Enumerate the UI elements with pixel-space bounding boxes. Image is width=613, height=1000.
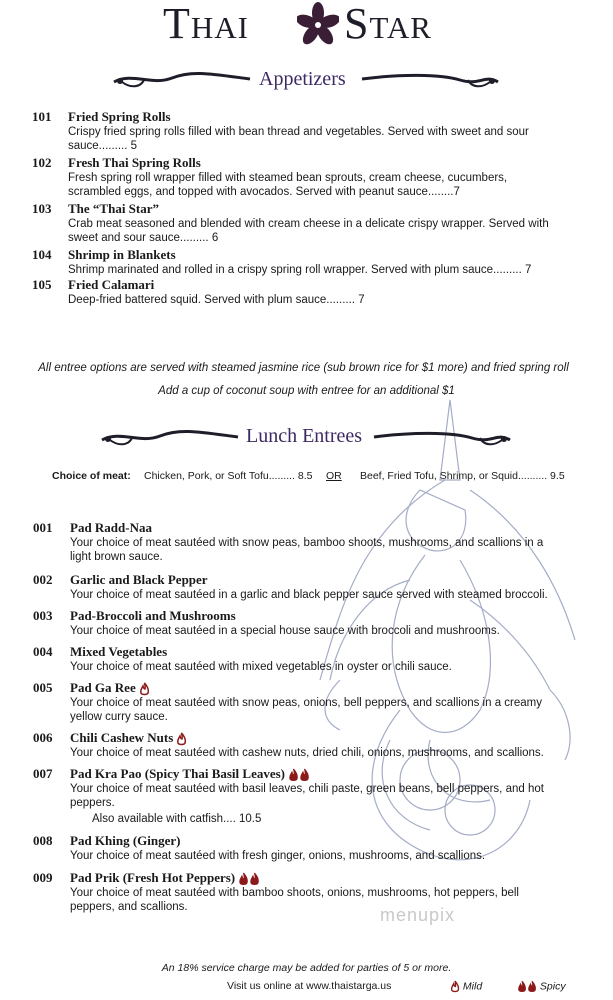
item-name: The “Thai Star” bbox=[68, 201, 160, 216]
item-name bbox=[70, 681, 150, 696]
item-number: 009 bbox=[33, 870, 53, 885]
left-scroll-ornament bbox=[100, 426, 240, 448]
spicy-label: Spicy bbox=[539, 980, 566, 993]
item-description: Your choice of meat sautéed with cashew nuts, dried chili, onions, mushrooms, and scallions. bbox=[70, 747, 544, 759]
item-extra: Also available with catfish.... 10.5 bbox=[92, 813, 262, 825]
appetizers-heading bbox=[0, 62, 613, 102]
item-number: 102 bbox=[32, 155, 52, 170]
flame-icon bbox=[238, 872, 249, 886]
lunch-entrees-title: Lunch Entrees bbox=[246, 425, 363, 447]
item-description: Your choice of meat sautéed with fresh ginger, onions, mushrooms, and scallions. bbox=[70, 850, 486, 862]
left-scroll-ornament bbox=[112, 68, 252, 90]
brand-word-star: Star bbox=[344, 0, 432, 48]
item-number: 103 bbox=[32, 201, 52, 216]
item-description: Your choice of meat sautéed in a special house sauce with broccoli and mushrooms. bbox=[70, 625, 500, 637]
item-name: Pad Khing (Ginger) bbox=[70, 833, 181, 848]
right-scroll-ornament bbox=[372, 426, 512, 448]
flame-icon bbox=[139, 682, 150, 696]
flame-icon bbox=[450, 980, 460, 993]
item-name: Mixed Vegetables bbox=[70, 644, 168, 659]
lunch-entrees-heading bbox=[0, 418, 613, 458]
item-description: Your choice of meat sautéed with mixed vegetables in oyster or chili sauce. bbox=[70, 661, 452, 673]
meat-choice-a: Chicken, Pork, or Soft Tofu......... 8.5 bbox=[144, 470, 313, 482]
item-number: 002 bbox=[33, 572, 53, 587]
item-number: 001 bbox=[33, 520, 53, 535]
footer bbox=[0, 980, 613, 998]
item-description: Deep-fried battered squid. Served with plum sauce......... 7 bbox=[68, 294, 365, 306]
item-number: 104 bbox=[32, 247, 52, 262]
meat-choice-or: OR bbox=[326, 470, 342, 482]
flame-icon bbox=[299, 768, 310, 782]
item-name-text: Chili Cashew Nuts bbox=[70, 730, 174, 745]
flame-icon bbox=[527, 980, 537, 993]
item-description: Your choice of meat sautéed with bamboo shoots, onions, mushrooms, hot peppers, bell peppers, and scallions. bbox=[70, 887, 519, 913]
website-link[interactable]: Visit us online at www.thaistarga.us bbox=[227, 980, 392, 992]
flame-icon bbox=[176, 732, 187, 746]
flame-icon bbox=[517, 980, 527, 993]
brand-word-thai: Thai bbox=[163, 0, 249, 48]
flame-icon bbox=[249, 872, 260, 886]
item-description: Fresh spring roll wrapper filled with steamed bean sprouts, cream cheese, cucumbers, scrambled eggs, and topped with avocados. Served with peanut sauce........7 bbox=[68, 172, 508, 198]
meat-choice-b: Beef, Fried Tofu, Shrimp, or Squid.......... 9.5 bbox=[360, 470, 565, 482]
item-number: 105 bbox=[32, 277, 52, 292]
item-number: 004 bbox=[33, 644, 53, 659]
soup-note: Add a cup of coconut soup with entree for an additional $1 bbox=[158, 385, 455, 397]
star-flower-icon bbox=[297, 2, 339, 48]
appetizers-title: Appetizers bbox=[259, 68, 346, 90]
mild-legend bbox=[447, 980, 482, 993]
item-number: 007 bbox=[33, 766, 53, 781]
spicy-legend bbox=[514, 980, 566, 993]
item-description: Your choice of meat sautéed in a garlic and black pepper sauce served with steamed broccoli. bbox=[70, 589, 548, 601]
right-scroll-ornament bbox=[360, 68, 500, 90]
item-name: Fresh Thai Spring Rolls bbox=[68, 155, 201, 170]
meat-choice-label: Choice of meat: bbox=[52, 470, 131, 482]
item-number: 008 bbox=[33, 833, 53, 848]
item-number: 101 bbox=[32, 109, 52, 124]
item-description: Your choice of meat sautéed with basil leaves, chili paste, green beans, bell peppers, and hot peppers. bbox=[70, 783, 544, 809]
item-name: Garlic and Black Pepper bbox=[70, 572, 208, 587]
flame-icon bbox=[288, 768, 299, 782]
item-name: Shrimp in Blankets bbox=[68, 247, 176, 262]
mild-label: Mild bbox=[462, 980, 483, 993]
item-number: 005 bbox=[33, 680, 53, 695]
item-name bbox=[70, 767, 310, 782]
brand-header bbox=[0, 0, 613, 52]
item-name-text: Pad Ga Ree bbox=[70, 680, 136, 695]
watermark: menupix bbox=[380, 905, 456, 925]
item-name: Pad-Broccoli and Mushrooms bbox=[70, 608, 236, 623]
item-name-text: Pad Prik (Fresh Hot Peppers) bbox=[70, 870, 236, 885]
item-name: Pad Radd-Naa bbox=[70, 520, 152, 535]
item-description: Crispy fried spring rolls filled with bean thread and vegetables. Served with sweet and sour sauce......... 5 bbox=[68, 126, 529, 152]
item-number: 006 bbox=[33, 730, 53, 745]
item-name bbox=[70, 871, 260, 886]
item-name bbox=[70, 731, 187, 746]
item-description: Shrimp marinated and rolled in a crispy spring roll wrapper. Served with plum sauce......... 7 bbox=[68, 264, 532, 276]
item-name-text: Pad Kra Pao (Spicy Thai Basil Leaves) bbox=[70, 766, 285, 781]
rice-note: All entree options are served with steamed jasmine rice (sub brown rice for $1 more) and fried spring roll bbox=[38, 362, 569, 374]
item-number: 003 bbox=[33, 608, 53, 623]
item-name: Fried Spring Rolls bbox=[68, 109, 171, 124]
service-charge-note: An 18% service charge may be added for parties of 5 or more. bbox=[161, 962, 452, 974]
item-name: Fried Calamari bbox=[68, 277, 155, 292]
item-description: Your choice of meat sautéed with snow peas, bamboo shoots, mushrooms, and scallions in a light brown sauce. bbox=[70, 537, 544, 563]
item-description: Crab meat seasoned and blended with cream cheese in a delicate crispy wrapper. Served with sweet and sour sauce......... 6 bbox=[68, 218, 549, 244]
item-description: Your choice of meat sautéed with snow peas, onions, bell peppers, and scallions in a creamy yellow curry sauce. bbox=[70, 697, 542, 723]
